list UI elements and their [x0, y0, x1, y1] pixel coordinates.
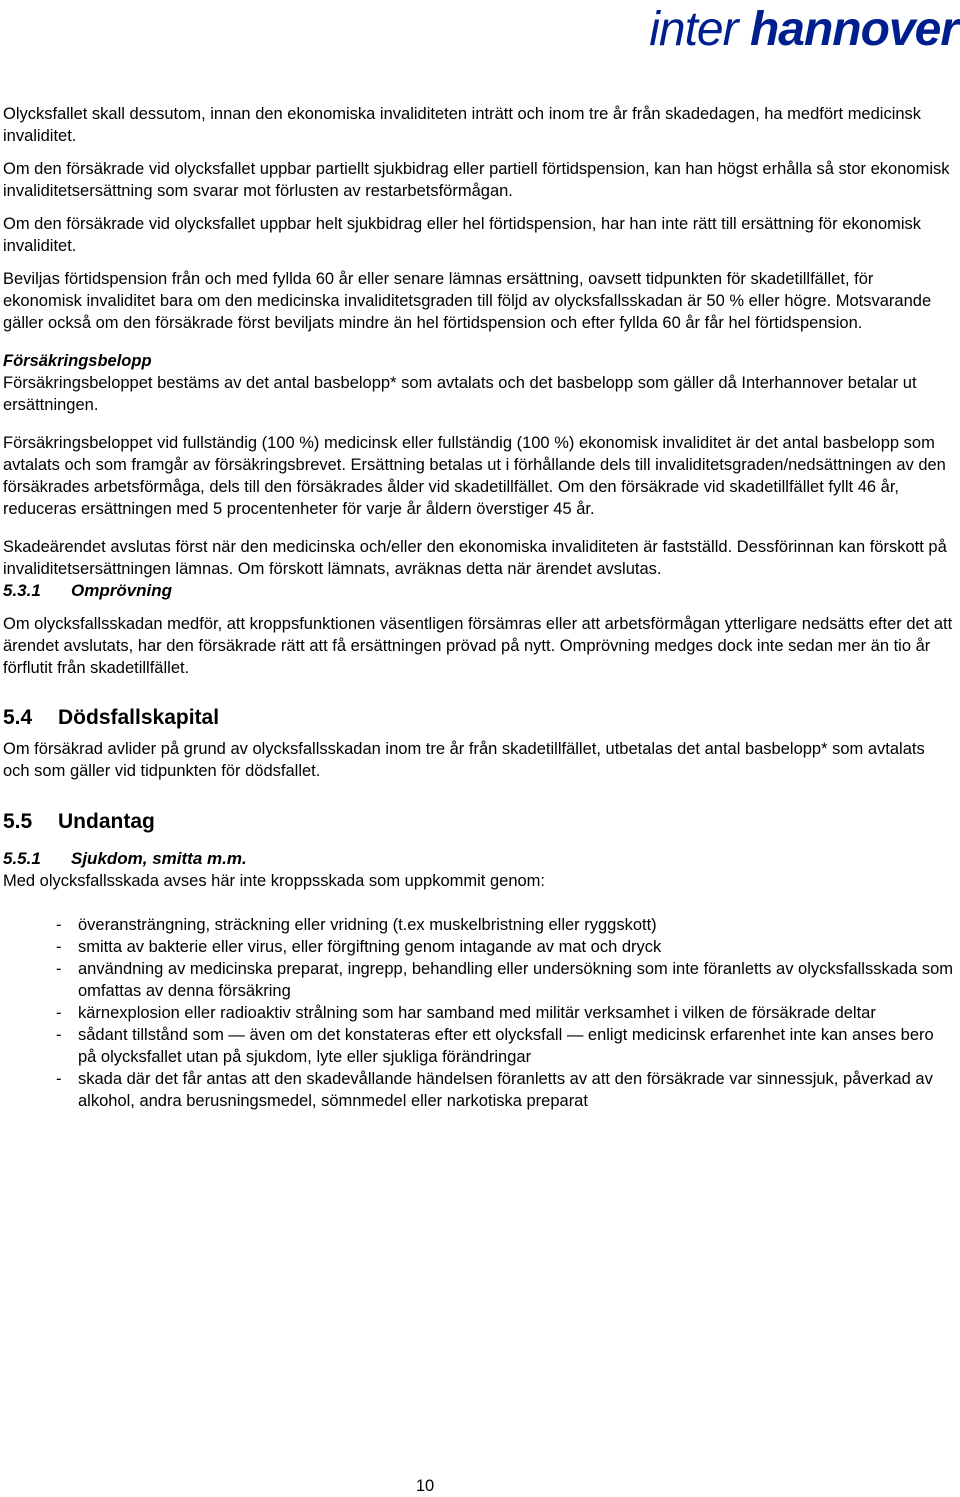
paragraph: Med olycksfallsskada avses här inte kroppsskada som uppkommit genom:: [3, 872, 545, 890]
list-marker: -: [56, 1004, 62, 1022]
section-title: Sjukdom, smitta m.m.: [71, 849, 247, 868]
section-title: Undantag: [58, 810, 155, 833]
exclusion-list: [3, 914, 953, 1112]
section-heading-5-3-1: [3, 580, 953, 602]
list-marker: -: [56, 1026, 62, 1044]
section-number: 5.5.1: [3, 849, 41, 868]
paragraph: Försäkringsbeloppet bestäms av det antal basbelopp* som avtalats och det basbelopp som gäller då Interhannover betalar ut ersättningen.: [3, 374, 917, 414]
logo-text-inter: inter: [649, 3, 750, 56]
paragraph: Om den försäkrade vid olycksfallet uppbar helt sjukbidrag eller hel förtidspension, har han inte rätt till ersättning för ekonomisk invaliditet.: [3, 215, 922, 255]
paragraph: Om den försäkrade vid olycksfallet uppbar partiellt sjukbidrag eller partiell förtidspension, kan han högst erhålla så stor ekonomisk invaliditetsersättning som svarar mot förlusten av restarbetsförmågan.: [3, 160, 950, 200]
list-marker: -: [56, 960, 62, 978]
paragraph: Beviljas förtidspension från och med fyllda 60 år eller senare lämnas ersättning, oavsett tidpunkten för skadetillfället, för ekonomisk invaliditet bara om den medicinska invaliditetsgraden till följd av olycksfallsskadan är 50 % eller högre. Motsvarande gäller också om den försäkrade först beviljats mindre än hel förtidspension och efter fyllda 60 år får hel förtidspension.: [3, 270, 932, 332]
list-item: - skada där det får antas att den skadevållande händelsen föranletts av att den försäkrade var sinnessjuk, påverkad av alkohol, andra berusningsmedel, sömnmedel eller narkotiska preparat: [56, 1070, 933, 1110]
paragraph: Skadeärendet avslutas först när den medicinska och/eller den ekonomiska invaliditeten är fastställd. Dessförinnan kan förskott på invaliditetsersättningen lämnas. Om förskott lämnats, avräknas detta när ärendet avslutas.: [3, 538, 947, 578]
list-marker: -: [56, 916, 62, 934]
section-number: 5.4: [3, 706, 33, 729]
interhannover-logo: [649, 2, 958, 58]
list-item: - överansträngning, sträckning eller vridning (t.ex muskelbristning eller ryggskott): [56, 916, 657, 934]
document-body: [3, 103, 953, 1112]
section-number: 5.3.1: [3, 581, 41, 600]
subheading-forsakringsbelopp: Försäkringsbelopp: [3, 352, 152, 370]
list-item: - smitta av bakterie eller virus, eller förgiftning genom intagande av mat och dryck: [56, 938, 662, 956]
page-number: 10: [415, 1477, 435, 1495]
section-title: Omprövning: [71, 581, 173, 600]
paragraph: Försäkringsbeloppet vid fullständig (100 %) medicinsk eller fullständig (100 %) ekonomisk invaliditet är det antal basbelopp som avtalats och som framgår av försäkringsbrevet. Ersättning betalas ut i förhållande dels till invaliditetsgraden/nedsättningen av den försäkrades arbetsförmåga, dels till den försäkrades ålder vid skadetillfället. Om den försäkrade vid skadetillfället fyllt 46 år, reduceras ersättningen med 5 procentenheter för varje år åldern överstiger 45 år.: [3, 434, 946, 518]
list-item: - kärnexplosion eller radioaktiv strålning som har samband med militär verksamhet i vilken de försäkrade deltar: [56, 1004, 876, 1022]
section-heading-5-5: [3, 808, 953, 836]
list-item: - användning av medicinska preparat, ingrepp, behandling eller undersökning som inte föranletts av olycksfallsskada som omfattas av denna försäkring: [56, 960, 953, 1000]
list-marker: -: [56, 938, 62, 956]
section-title: Dödsfallskapital: [58, 706, 220, 729]
paragraph: Om olycksfallsskadan medför, att kroppsfunktionen väsentligen försämras eller att arbetsförmågan ytterligare nedsätts efter det att ärendet avslutats, har den försäkrade rätt att få ersättningen prövad på nytt. Omprövning medges dock inte sedan mer än tio år förflutit från skadetillfället.: [3, 615, 953, 677]
paragraph: Om försäkrad avlider på grund av olycksfallsskadan inom tre år från skadetillfället, utbetalas det antal basbelopp* som avtalats och som gäller vid tidpunkten för dödsfallet.: [3, 740, 925, 780]
section-number: 5.5: [3, 810, 33, 833]
section-heading-5-5-1: [3, 848, 953, 870]
paragraph: Olycksfallet skall dessutom, innan den ekonomiska invaliditeten inträtt och inom tre år från skadedagen, ha medfört medicinsk invaliditet.: [3, 105, 922, 145]
logo-text-hannover: hannover: [749, 3, 958, 56]
list-item: - sådant tillstånd som — även om det konstateras efter ett olycksfall — enligt medicinsk erfarenhet inte kan anses bero på olycksfallet utan på sjukdom, lyte eller sjukliga förändringar: [56, 1026, 934, 1066]
list-marker: -: [56, 1070, 62, 1088]
section-heading-5-4: [3, 704, 953, 732]
